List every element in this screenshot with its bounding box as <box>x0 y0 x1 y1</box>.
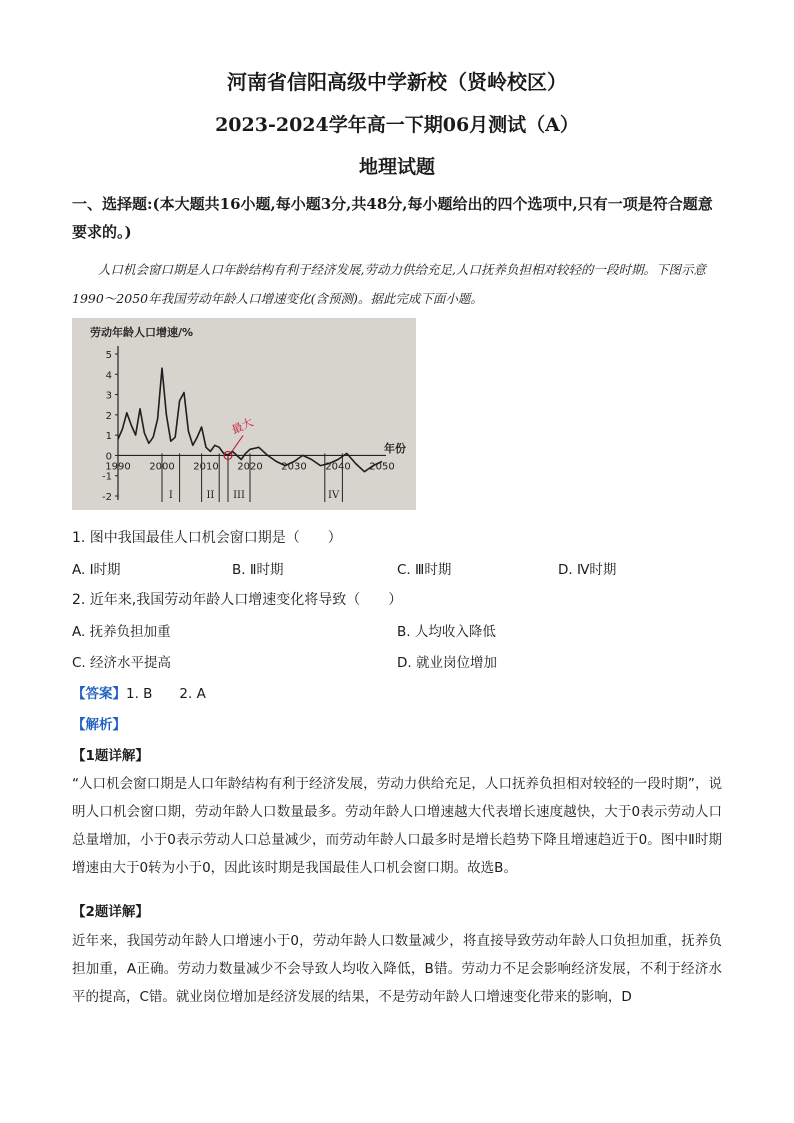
x-tick-label: 1990 <box>105 461 131 473</box>
y-tick-label: 3 <box>105 390 112 402</box>
y-tick-label: 5 <box>105 350 112 361</box>
labor-growth-chart <box>72 318 416 510</box>
subject-title: 地理试题 <box>358 156 435 178</box>
q1-option-d[interactable]: D. Ⅳ时期 <box>558 562 617 578</box>
exam-title: 2023-2024学年高一下期06月测试（A） <box>215 114 579 136</box>
period-label: III <box>233 490 245 501</box>
x-tick-label: 2030 <box>281 461 307 473</box>
q1-detail-label: 【1题详解】 <box>72 748 149 764</box>
analysis-label: 【解析】 <box>72 717 126 733</box>
answer-label: 【答案】 <box>72 686 126 702</box>
question-2-stem: 2. 近年来,我国劳动年龄人口增速变化将导致（ ） <box>72 592 403 608</box>
chart-annotation: 最大 <box>229 415 256 437</box>
q2-option-c[interactable]: C. 经济水平提高 <box>72 655 172 671</box>
q2-option-a[interactable]: A. 抚养负担加重 <box>72 624 171 640</box>
section-title: 一、选择题:(本大题共16小题,每小题3分,共48分,每小题给出的四个选项中,只有一项是符合题意要求的。) <box>72 195 713 241</box>
y-tick-label: -1 <box>102 471 112 483</box>
y-tick-label: 0 <box>105 451 112 463</box>
period-label: I <box>168 490 173 501</box>
x-tick-label: 2040 <box>325 461 351 473</box>
y-tick-label: -2 <box>102 492 112 503</box>
school-title: 河南省信阳高级中学新校（贤岭校区） <box>227 70 567 94</box>
answer-line <box>72 682 206 702</box>
q2-option-b[interactable]: B. 人均收入降低 <box>397 624 496 640</box>
q2-detail-label: 【2题详解】 <box>72 904 149 920</box>
question-1-stem: 1. 图中我国最佳人口机会窗口期是（ ） <box>72 530 342 546</box>
period-label: II <box>206 490 215 501</box>
y-tick-label: 1 <box>105 431 112 443</box>
x-tick-label: 2010 <box>193 461 219 473</box>
x-tick-label: 2050 <box>369 461 395 473</box>
answer-text: 1. B 2. A <box>126 686 206 702</box>
chart-photo <box>72 318 416 510</box>
y-tick-label: 2 <box>105 410 112 422</box>
q1-option-a[interactable]: A. Ⅰ时期 <box>72 562 121 578</box>
annotation-arrow <box>232 435 243 451</box>
intro-text: 人口机会窗口期是人口年龄结构有利于经济发展,劳动力供给充足,人口抚养负担相对较轻的一段时期。下图示意1990～2050年我国劳动年龄人口增速变化(含预测)。据此完成下面小题。 <box>72 262 706 306</box>
q1-detail-text: “人口机会窗口期是人口年龄结构有利于经济发展，劳动力供给充足，人口抚养负担相对较轻的一段时期”，说明人口机会窗口期，劳动年龄人口数量最多。劳动年龄人口增速越大代表增长速度越快，大于0表示劳动人口总量增加，小于0表示劳动人口总量减少，而劳动年龄人口最多时是增长趋势下降且增速趋近于0。图中Ⅱ时期增速由大于0转为小于0，因此该时期是我国最佳人口机会窗口期。故选B。 <box>72 776 722 876</box>
y-tick-label: 4 <box>105 370 112 382</box>
q2-option-d[interactable]: D. 就业岗位增加 <box>397 655 497 671</box>
period-label: IV <box>328 490 340 501</box>
x-tick-label: 2020 <box>237 461 263 473</box>
q1-option-b[interactable]: B. Ⅱ时期 <box>232 562 284 578</box>
chart-xlabel: 年份 <box>384 442 406 455</box>
q2-detail-text: 近年来，我国劳动年龄人口增速小于0，劳动年龄人口数量减少，将直接导致劳动年龄人口负担加重，抚养负担加重，A正确。劳动力数量减少不会导致人均收入降低，B错。劳动力不足会影响经济发展，不利于经济水平的提高，C错。就业岗位增加是经济发展的结果，不是劳动年龄人口增速变化带来的影响，D <box>72 933 722 1005</box>
chart-ylabel: 劳动年龄人口增速/% <box>90 326 194 339</box>
q1-option-c[interactable]: C. Ⅲ时期 <box>397 562 452 578</box>
x-tick-label: 2000 <box>149 461 175 473</box>
